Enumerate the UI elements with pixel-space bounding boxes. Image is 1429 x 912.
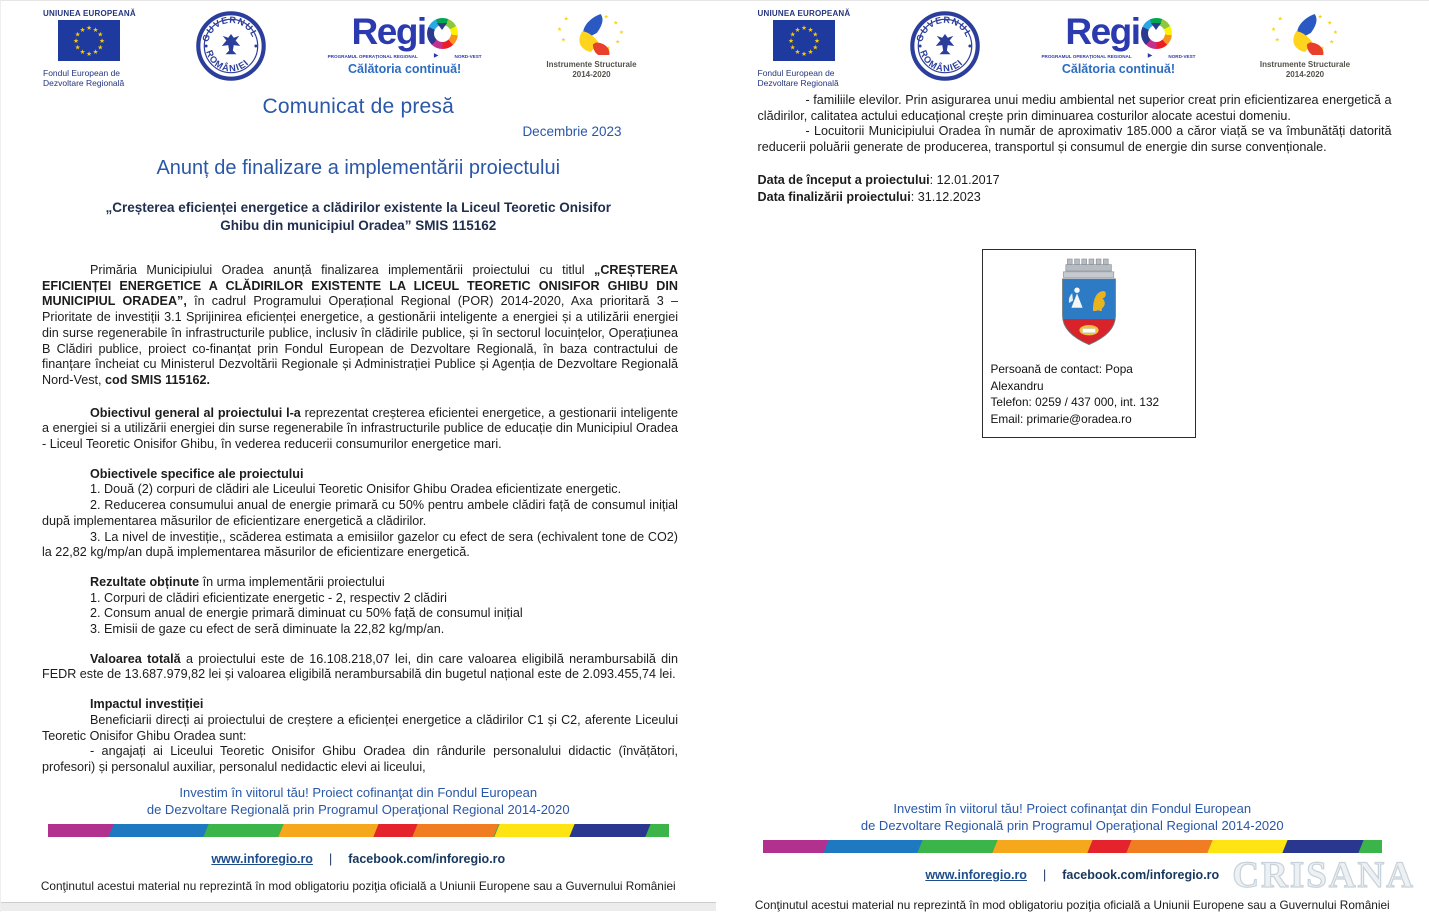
bar-segment — [763, 840, 829, 853]
objective-item: 3. La nivel de investiție,, scăderea estimata a emisiilor gazelor cu efect de sera (echivalent tone de CO2) la 22,82 kg/mp/an după implementarea măsurilor de eficientizare energetică. — [42, 529, 678, 560]
page-bottom-edge — [1, 902, 717, 911]
oradea-coat-of-arms-icon — [1053, 258, 1125, 348]
result-item: 2. Consum anual de energie primară diminuat cu 50% față de consumul inițial — [90, 606, 523, 621]
eu-logo-caption-1: Fondul European de — [43, 68, 121, 78]
paragraph-total-value: Valoarea totală a proiectului este de 16.108.218,07 lei, din care valoarea eligibilă nerambursabilă din FEDR este de 13.687.979,82 lei și valoarea eligibilă nerambursabilă din bugetul național este de 2.093.455,74 lei. — [42, 651, 678, 682]
bar-segment — [823, 840, 923, 853]
paragraph-intro: Primăria Municipiului Oradea anunță finalizarea implementării proiectului cu titlul „CREȘTEREA EFICIENȚEI ENERGETICE A CLĂDIRILOR EXISTENTE LA LICEUL TEORETIC ONISIFOR GHIBU DIN MUNICIPIUL ORADEA”, în cadrul Programului Operațional Regional (POR) 2014-2020, Axa prioritară 3 – Prioritate de investiții 3.1 Sprijinirea eficienței energetice, a gestionării inteligente a energiei și a utilizării energiei din surse regenerabile în infrastructurile publice, inclusiv în clădirile publice, și în sectorul locuințelor, Operațiunea B Clădiri publice, proiect co-finanțat prin Fondul European de Dezvoltare Regională, în baza contractului de finanțare încheiat cu Ministerul Dezvoltării Regionale și Administrației Publice și Agenția de Dezvoltare Regională Nord-Vest, cod SMIS 115162. — [42, 263, 678, 387]
regio-logo — [1039, 13, 1197, 76]
project-dates — [758, 172, 1392, 206]
result-item: 3. Emisii de gaze cu efect de seră diminuate la 22,82 kg/mp/an. — [90, 622, 445, 637]
bar-segment — [918, 840, 998, 853]
regio-wordmark: Regi — [351, 11, 426, 52]
announcement-heading: Anunț de finalizare a implementării proiectului — [156, 157, 561, 179]
results-heading: Rezultate obținute în urma implementării proiectului — [90, 574, 385, 589]
regio-wordmark: Regi — [1065, 11, 1140, 52]
regio-sub-left: PROGRAMUL OPERAȚIONAL REGIONAL — [1041, 53, 1132, 59]
regio-subrow-arrow-icon: ▶ — [433, 53, 439, 59]
paragraph-general-objective: Obiectivul general al proiectului l-a reprezentat creșterea eficientei energetice, a gestionarii inteligente a energiei si a utilizării energiei din surse regenerabile în infrastructurile publice de educație din Municipiul Oradea - Liceul Teoretic Onisifor Ghibu, în vederea reducerii consumurilor energetice mari. — [42, 405, 678, 452]
crisana-watermark: CRISANA — [1232, 855, 1415, 896]
regio-subrow-arrow-icon: ▶ — [1147, 53, 1153, 59]
bar-segment — [1208, 840, 1288, 853]
objective-item: 1. Două (2) corpuri de clădiri ale Liceului Teoretic Onisifor Ghibu Oradea eficientizate energetic. — [90, 482, 622, 497]
eu-logo-label: UNIUNEA EUROPEANĂ — [43, 9, 136, 18]
instr-caption-1: Instrumente Structurale — [1259, 60, 1351, 69]
eu-flag-icon — [773, 20, 835, 61]
bar-segment — [645, 824, 668, 837]
paragraph-impact-1: Beneficiarii direcți ai proiectului de creștere a eficienței energetice a clădirilor C1 și C2, aferente Liceului Teoretic Onisifor Ghibu Oradea sunt: — [42, 712, 678, 743]
bar-segment — [109, 824, 209, 837]
bar-segment — [569, 824, 651, 837]
page-1 — [1, 1, 716, 912]
start-date-line: Data de început a proiectului: 12.01.2017 — [757, 172, 1000, 187]
link-separator: | — [328, 852, 333, 866]
page-2 — [716, 1, 1429, 912]
regio-ring-icon — [427, 18, 458, 49]
objective-item: 2. Reducerea consumului anual de energie primară cu 50% pentru ambele clădiri față de consumul inițial după implementarea măsurilor de eficientizare energetică a clădirilor. — [42, 498, 678, 528]
footer-slogan-line-1: Investim în viitorul tău! Proiect cofinanţat din Fondul European — [179, 785, 538, 800]
bar-segment — [1127, 840, 1213, 853]
regio-arrow-icon — [437, 23, 447, 30]
bar-segment — [1088, 840, 1132, 853]
government-romania-logo — [196, 11, 266, 86]
eu-logo-caption-2: Dezvoltare Regională — [757, 78, 839, 88]
rainbow-bar — [763, 840, 1383, 853]
eu-flag-icon — [58, 20, 120, 61]
regio-tagline: Călătoria continuă! — [348, 62, 462, 76]
eu-flag-logo — [758, 9, 851, 88]
government-seal-icon — [910, 11, 980, 81]
regio-tagline: Călătoria continuă! — [1061, 62, 1176, 76]
page-2-body — [758, 93, 1392, 206]
facebook-link[interactable]: facebook.com/inforegio.ro — [1062, 868, 1220, 882]
footer-slogan-line-2: de Dezvoltare Regională prin Programul Operaţional Regional 2014-2020 — [146, 801, 570, 817]
bar-segment — [279, 824, 379, 837]
bar-segment — [48, 824, 114, 837]
link-separator: | — [1042, 868, 1047, 882]
end-date-line: Data finalizării proiectului: 31.12.2023 — [757, 189, 981, 204]
bar-segment — [374, 824, 418, 837]
contact-email: Email: primarie@oradea.ro — [990, 411, 1132, 426]
bar-segment — [494, 824, 574, 837]
instr-caption-2: 2014-2020 — [1285, 69, 1325, 79]
government-romania-logo — [910, 11, 980, 86]
logo-row — [43, 9, 674, 93]
page-1-body — [42, 263, 678, 776]
paragraph-beneficiaries-families: - familiile elevilor. Prin asigurarea unui mediu ambiental net superior creat prin eficientizarea energetică a clădirilor, calitatea actului educațional crește prin diminuarea costurilor alocate acestui domeniu. — [757, 93, 1392, 123]
footer-slogan-line-2: de Dezvoltare Regională prin Programul Operaţional Regional 2014-2020 — [860, 817, 1284, 833]
eu-flag-logo — [43, 9, 136, 88]
rainbow-bar — [48, 824, 669, 837]
press-release-title: Comunicat de presă — [262, 95, 455, 118]
regio-ring-icon — [1141, 18, 1172, 49]
instrumente-structurale-icon — [1265, 11, 1345, 55]
inforegio-link[interactable]: www.inforegio.ro — [925, 868, 1027, 882]
inforegio-link[interactable]: www.inforegio.ro — [211, 852, 313, 866]
eu-logo-label: UNIUNEA EUROPEANĂ — [757, 9, 851, 18]
instrumente-structurale-logo — [543, 11, 639, 79]
regio-sub-left: PROGRAMUL OPERAȚIONAL REGIONAL — [327, 53, 418, 59]
bar-segment — [1283, 840, 1364, 853]
contact-phone: Telefon: 0259 / 437 000, int. 132 — [990, 395, 1160, 409]
instrumente-structurale-icon — [551, 11, 631, 55]
logo-row — [758, 9, 1388, 93]
instrumente-structurale-logo — [1257, 11, 1353, 79]
project-title-subheading: „Creșterea eficienței energetice a clădirilor existente la Liceul Teoretic Onisifor Ghibu din municipiul Oradea” SMIS 115162 — [105, 200, 611, 233]
page-1-footer — [1, 785, 716, 893]
specific-objectives-heading: Obiectivele specifice ale proiectului — [90, 466, 304, 481]
footer-disclaimer: Conţinutul acestui material nu reprezintă în mod obligatoriu poziţia oficială a Uniunii Europene sau a Guvernului României — [40, 879, 676, 893]
contact-person: Persoană de contact: Popa Alexandru — [990, 362, 1133, 393]
eu-logo-caption-2: Dezvoltare Regională — [43, 78, 125, 88]
eu-logo-caption-1: Fondul European de — [757, 68, 835, 78]
paragraph-impact-2: - angajați ai Liceului Teoretic Onisifor Ghibu Oradea din rândurile personalului didactic (învățători, profesori) și personalul auxiliar, personalul nedidactic elevi ai liceului, — [42, 744, 678, 774]
contact-box — [982, 249, 1196, 438]
regio-logo — [326, 13, 484, 76]
footer-slogan-line-1: Investim în viitorul tău! Proiect cofinanţat din Fondul European — [893, 801, 1252, 816]
paragraph-beneficiaries-residents: - Locuitorii Municipiului Oradea în număr de aproximativ 185.000 a căror viață se va îmbunătăți datorită reducerii poluării generate de producerea, transportul și consumul de energie din surse convenționale. — [757, 124, 1392, 155]
footer-disclaimer: Conţinutul acestui material nu reprezintă în mod obligatoriu poziţia oficială a Uniunii Europene sau a Guvernului României — [754, 898, 1390, 912]
regio-arrow-icon — [1151, 23, 1161, 30]
regio-sub-right: NORD-VEST — [1168, 53, 1196, 59]
regio-sub-right: NORD-VEST — [454, 53, 482, 59]
instr-caption-2: 2014-2020 — [572, 69, 611, 79]
result-item: 1. Corpuri de clădiri eficientizate energetic - 2, respectiv 2 clădiri — [90, 590, 447, 605]
facebook-link[interactable]: facebook.com/inforegio.ro — [348, 852, 506, 866]
instr-caption-1: Instrumente Structurale — [546, 60, 637, 69]
bar-segment — [204, 824, 284, 837]
date-line: Decembrie 2023 — [522, 124, 622, 139]
government-seal-icon — [196, 11, 266, 81]
impact-heading: Impactul investiției — [90, 697, 204, 712]
bar-segment — [413, 824, 500, 837]
bar-segment — [993, 840, 1093, 853]
